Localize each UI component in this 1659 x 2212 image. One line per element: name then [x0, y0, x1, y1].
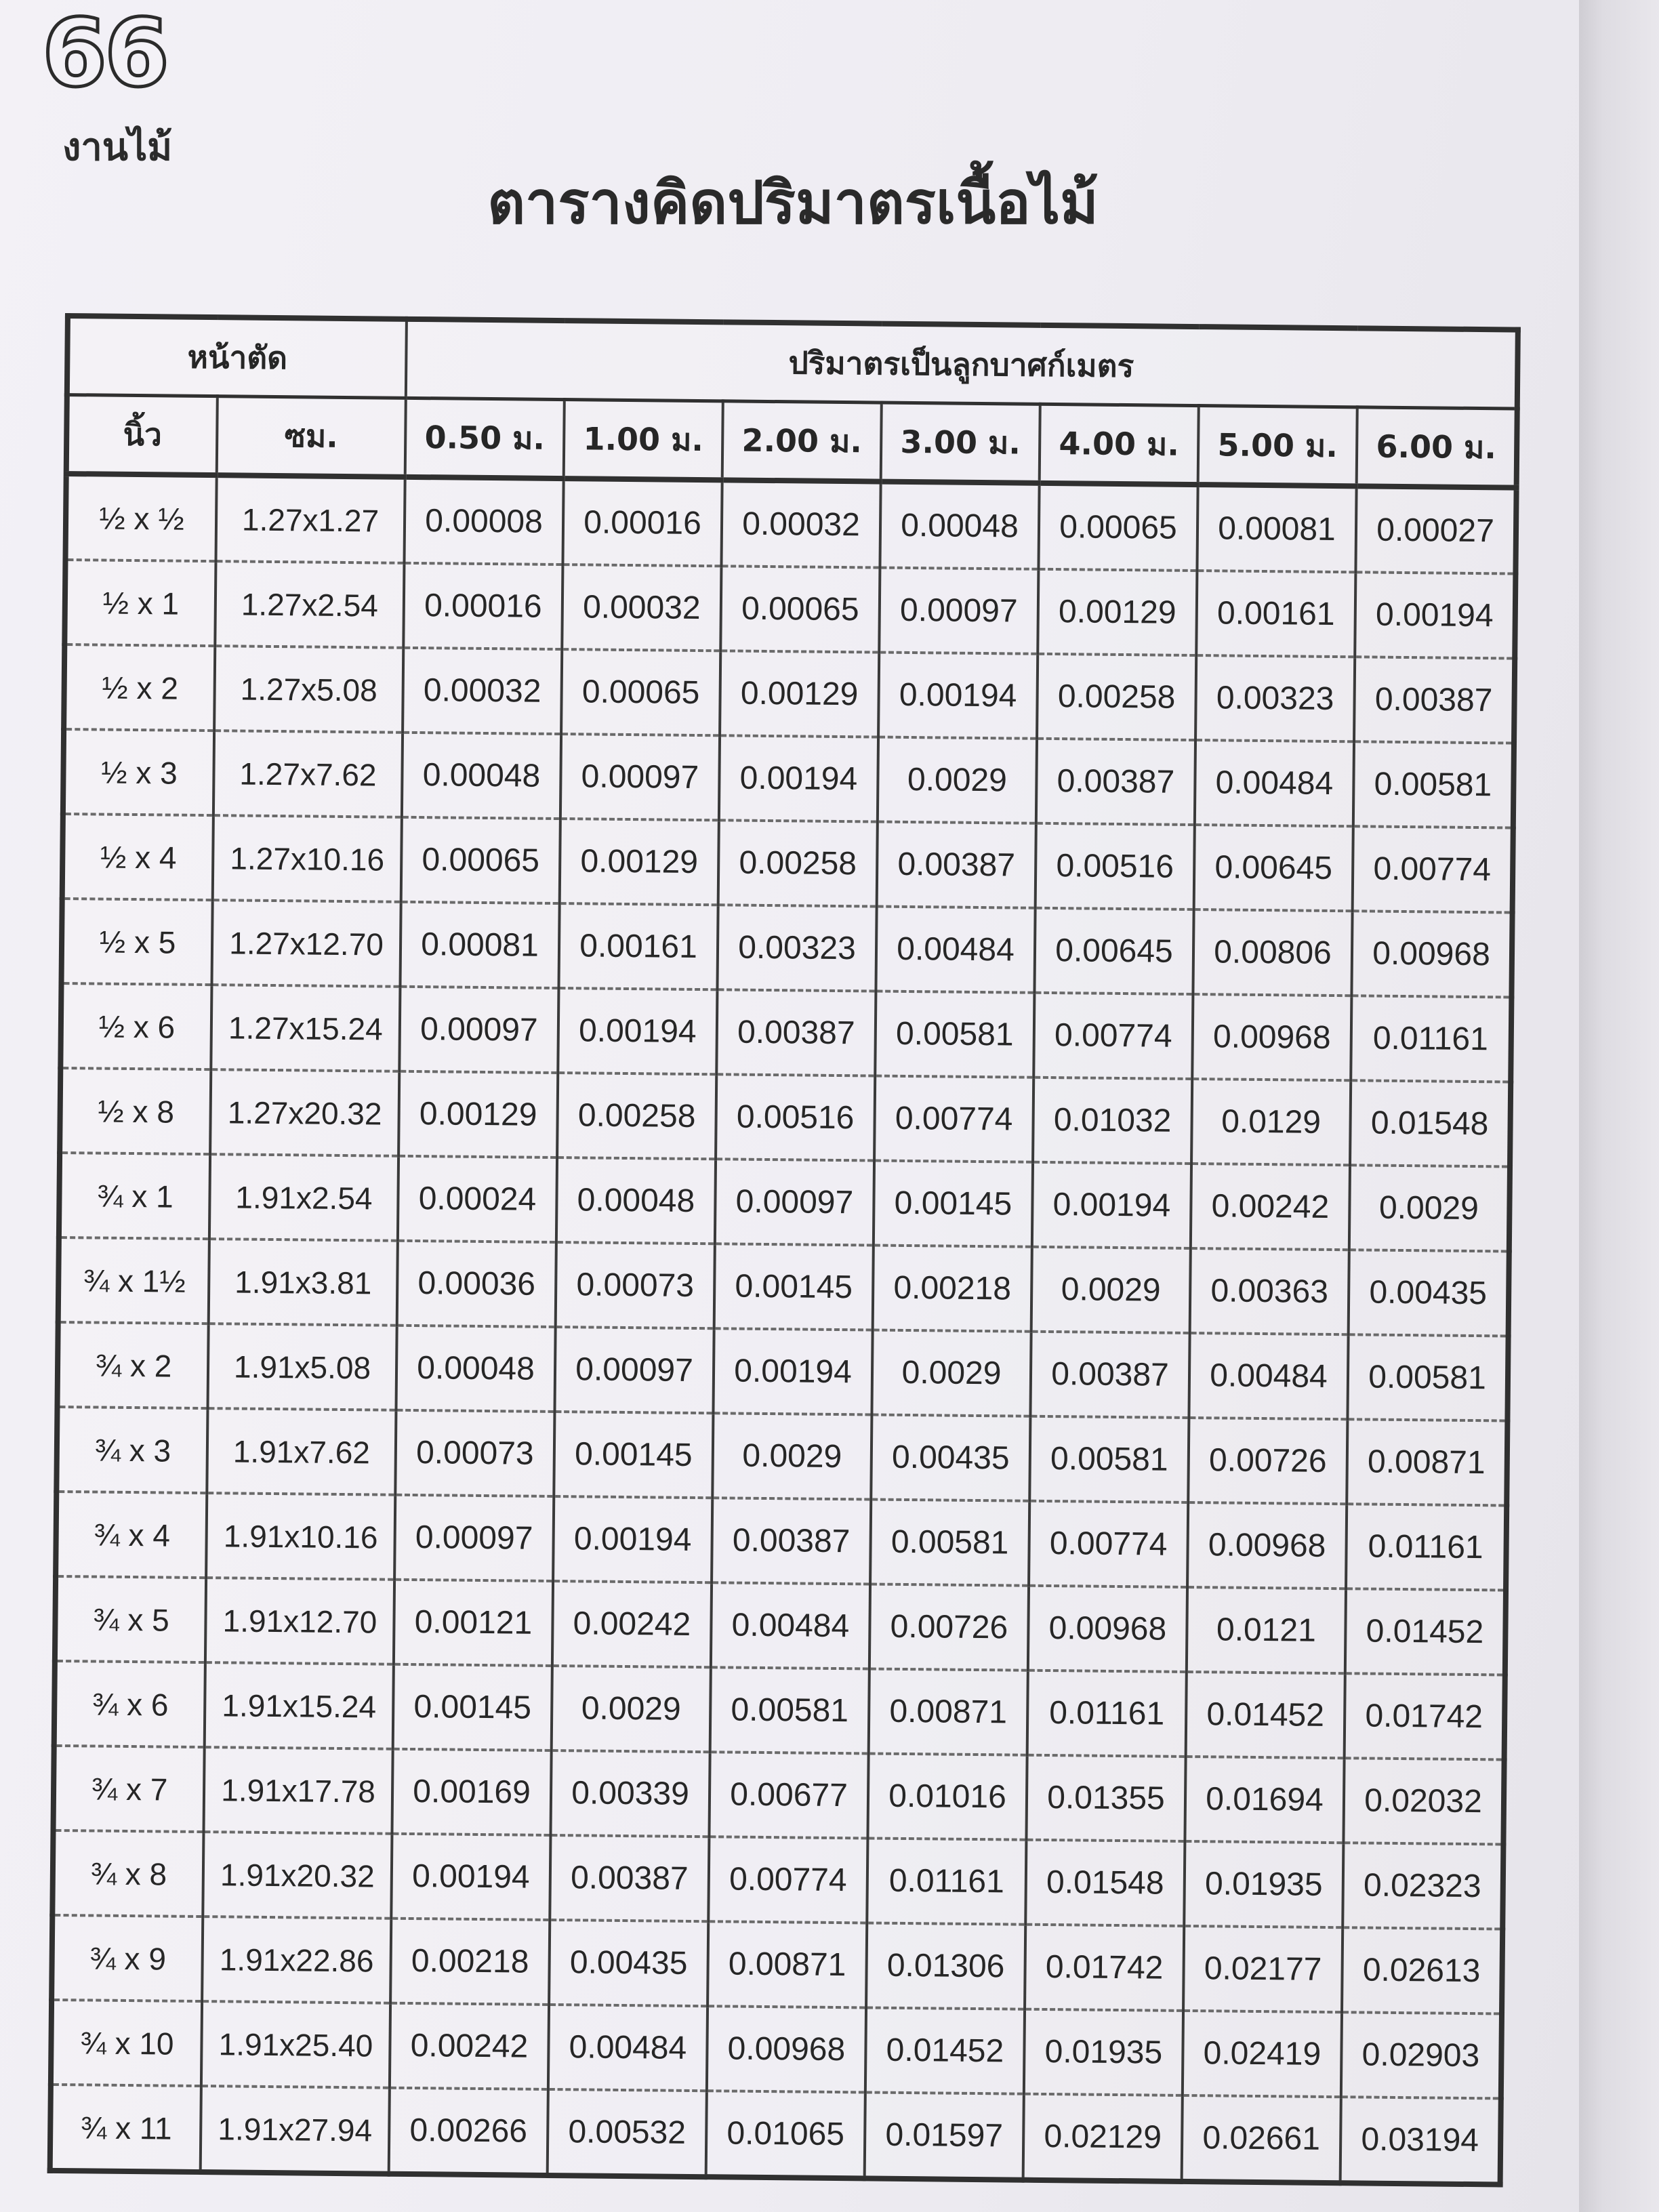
table-body — [50, 474, 1517, 2184]
cm-size-cell: 1.91x5.08 — [207, 1324, 396, 1410]
cm-size-cell: 1.27x2.54 — [215, 561, 404, 648]
volume-0-50m-cell: 0.00081 — [400, 902, 559, 988]
volume-2-00m-cell: 0.00774 — [708, 1837, 867, 1923]
volume-5-00m-cell: 0.01935 — [1184, 1841, 1343, 1927]
volume-4-00m-cell: 0.01032 — [1033, 1078, 1192, 1164]
volume-3-00m-cell: 0.01016 — [867, 1753, 1027, 1839]
volume-4-00m-cell: 0.0029 — [1031, 1247, 1191, 1333]
inch-size-cell: ½ x ½ — [66, 474, 217, 561]
inch-size-cell: ¾ x 10 — [51, 2000, 202, 2086]
table-row — [50, 2085, 1501, 2185]
volume-1-00m-cell: 0.00129 — [560, 819, 719, 905]
volume-4-00m-cell: 0.01161 — [1027, 1671, 1187, 1757]
column-header-5-00m: 5.00 ม. — [1198, 406, 1357, 487]
volume-2-00m-cell: 0.00871 — [708, 1921, 867, 2007]
table-row — [64, 560, 1515, 659]
wood-volume-table-container — [47, 313, 1515, 2187]
volume-5-00m-cell: 0.00645 — [1194, 825, 1353, 911]
volume-5-00m-cell: 0.00484 — [1189, 1333, 1348, 1419]
volume-5-00m-cell: 0.00242 — [1191, 1164, 1350, 1250]
column-header-1-00m: 1.00 ม. — [564, 400, 723, 480]
volume-6-00m-cell: 0.01548 — [1350, 1080, 1511, 1166]
volume-3-00m-cell: 0.00387 — [877, 822, 1036, 908]
table-row — [58, 1237, 1509, 1336]
table-row — [59, 1153, 1510, 1252]
volume-4-00m-cell: 0.00774 — [1029, 1501, 1188, 1587]
volume-5-00m-cell: 0.00161 — [1196, 571, 1355, 657]
volume-3-00m-cell: 0.00581 — [875, 991, 1034, 1078]
inch-size-cell: ½ x 2 — [64, 644, 215, 731]
inch-size-cell: ¾ x 8 — [52, 1830, 203, 1917]
volume-0-50m-cell: 0.00048 — [402, 733, 561, 819]
volume-2-00m-cell: 0.00581 — [710, 1667, 869, 1753]
table-row — [56, 1407, 1507, 1506]
volume-1-00m-cell: 0.00161 — [558, 903, 718, 989]
cm-size-cell: 1.91x27.94 — [201, 2086, 390, 2174]
volume-6-00m-cell: 0.01161 — [1346, 1504, 1507, 1590]
volume-2-00m-cell: 0.00145 — [714, 1244, 874, 1330]
inch-size-cell: ½ x 8 — [60, 1068, 211, 1154]
volume-5-00m-cell: 0.0121 — [1187, 1587, 1346, 1673]
volume-5-00m-cell: 0.00726 — [1188, 1418, 1347, 1504]
cm-size-cell: 1.91x15.24 — [205, 1662, 394, 1749]
volume-0-50m-cell: 0.00218 — [390, 1919, 550, 2005]
inch-size-cell: ¾ x 1½ — [58, 1237, 209, 1324]
volume-6-00m-cell: 0.00968 — [1351, 911, 1512, 997]
volume-0-50m-cell: 0.00169 — [392, 1749, 551, 1835]
inch-size-cell: ¾ x 3 — [56, 1407, 207, 1493]
table-row — [55, 1576, 1506, 1675]
volume-4-00m-cell: 0.01548 — [1025, 1840, 1185, 1926]
volume-1-00m-cell: 0.00258 — [557, 1073, 716, 1159]
volume-1-00m-cell: 0.00194 — [553, 1496, 712, 1582]
volume-1-00m-cell: 0.00016 — [562, 478, 722, 566]
volume-0-50m-cell: 0.00032 — [403, 648, 562, 734]
volume-3-00m-cell: 0.00581 — [870, 1499, 1029, 1585]
volume-0-50m-cell: 0.00266 — [389, 2088, 548, 2175]
volume-6-00m-cell: 0.01161 — [1351, 996, 1511, 1082]
inch-size-cell: ¾ x 6 — [54, 1661, 205, 1747]
table-row — [56, 1492, 1507, 1591]
cm-size-cell: 1.27x20.32 — [210, 1069, 399, 1156]
cm-size-cell: 1.27x15.24 — [211, 985, 400, 1071]
inch-size-cell: ½ x 3 — [63, 729, 214, 815]
table-row — [54, 1661, 1505, 1760]
inch-size-cell: ¾ x 2 — [58, 1322, 209, 1408]
volume-5-00m-cell: 0.01452 — [1186, 1672, 1345, 1758]
volume-6-00m-cell: 0.01452 — [1345, 1589, 1506, 1675]
volume-1-00m-cell: 0.00048 — [556, 1158, 716, 1244]
inch-size-cell: ¾ x 7 — [54, 1746, 205, 1832]
volume-4-00m-cell: 0.00258 — [1037, 654, 1196, 740]
volume-6-00m-cell: 0.00435 — [1349, 1250, 1509, 1336]
volume-5-00m-cell: 0.00968 — [1192, 994, 1351, 1080]
cm-size-cell: 1.27x7.62 — [213, 731, 403, 817]
volume-6-00m-cell: 0.00581 — [1353, 741, 1514, 827]
volume-0-50m-cell: 0.00097 — [399, 987, 558, 1073]
volume-3-00m-cell: 0.00774 — [874, 1076, 1033, 1162]
cm-size-cell: 1.91x20.32 — [203, 1832, 392, 1919]
inch-size-cell: ½ x 1 — [64, 560, 216, 646]
column-header-2-00m: 2.00 ม. — [722, 401, 882, 482]
volume-4-00m-cell: 0.01355 — [1026, 1755, 1185, 1841]
volume-3-00m-cell: 0.0029 — [872, 1330, 1031, 1416]
column-header-4-00m: 4.00 ม. — [1040, 404, 1199, 485]
table-row — [64, 644, 1515, 743]
volume-5-00m-cell: 0.0129 — [1191, 1079, 1351, 1165]
table-row — [54, 1746, 1504, 1845]
volume-3-00m-cell: 0.00435 — [871, 1415, 1030, 1501]
table-row — [60, 1068, 1511, 1167]
cm-size-cell: 1.27x5.08 — [214, 646, 403, 733]
volume-1-00m-cell: 0.00194 — [558, 988, 717, 1074]
volume-1-00m-cell: 0.00532 — [548, 2089, 707, 2177]
table-row — [60, 983, 1511, 1082]
volume-2-00m-cell: 0.00387 — [716, 989, 876, 1076]
volume-1-00m-cell: 0.00073 — [556, 1242, 715, 1328]
volume-2-00m-cell: 0.00194 — [713, 1328, 872, 1414]
volume-0-50m-cell: 0.00073 — [395, 1410, 554, 1496]
volume-4-00m-cell: 0.01935 — [1024, 2009, 1183, 2095]
volume-0-50m-cell: 0.00097 — [394, 1495, 554, 1581]
volume-3-00m-cell: 0.01452 — [865, 2007, 1025, 2093]
cm-size-cell: 1.91x22.86 — [202, 1917, 391, 2003]
page-title: ตารางคิดปริมาตรเนื้อไม้ — [487, 169, 1099, 237]
volume-6-00m-cell: 0.02323 — [1343, 1843, 1503, 1929]
volume-1-00m-cell: 0.0029 — [552, 1666, 711, 1752]
volume-6-00m-cell: 0.02613 — [1342, 1927, 1502, 2013]
cm-size-cell: 1.27x1.27 — [216, 475, 405, 563]
cm-size-cell: 1.91x10.16 — [206, 1493, 395, 1580]
volume-4-00m-cell: 0.00968 — [1028, 1586, 1187, 1672]
volume-4-00m-cell: 0.00645 — [1034, 908, 1193, 994]
column-header-3-00m: 3.00 ม. — [881, 403, 1040, 483]
column-header-6-00m: 6.00 ม. — [1357, 407, 1517, 488]
volume-6-00m-cell: 0.01742 — [1345, 1673, 1505, 1759]
inch-size-cell: ½ x 5 — [62, 899, 213, 985]
table-row — [58, 1322, 1509, 1421]
volume-6-00m-cell: 0.03194 — [1340, 2097, 1501, 2184]
volume-3-00m-cell: 0.0029 — [878, 737, 1037, 823]
volume-2-00m-cell: 0.00484 — [711, 1582, 870, 1668]
volume-3-00m-cell: 0.00097 — [879, 568, 1038, 654]
volume-2-00m-cell: 0.00677 — [709, 1752, 868, 1838]
volume-1-00m-cell: 0.00097 — [554, 1327, 714, 1413]
table-group-header-row — [67, 316, 1518, 409]
volume-2-00m-cell: 0.00194 — [719, 735, 878, 821]
volume-1-00m-cell: 0.00339 — [550, 1750, 710, 1837]
cm-size-cell: 1.91x12.70 — [205, 1578, 394, 1664]
volume-2-00m-cell: 0.0029 — [712, 1413, 872, 1499]
volume-5-00m-cell: 0.01694 — [1185, 1757, 1344, 1843]
volume-1-00m-cell: 0.00387 — [550, 1835, 709, 1921]
table-column-header-row — [66, 395, 1517, 488]
volume-4-00m-cell: 0.00581 — [1029, 1416, 1189, 1502]
volume-4-00m-cell: 0.00516 — [1036, 823, 1195, 909]
volume-0-50m-cell: 0.00036 — [397, 1241, 556, 1327]
volume-4-00m-cell: 0.00129 — [1038, 569, 1197, 655]
volume-2-00m-cell: 0.00258 — [718, 820, 878, 906]
column-header-0-50m: 0.50 ม. — [405, 398, 565, 478]
volume-5-00m-cell: 0.02177 — [1183, 1926, 1343, 2012]
volume-3-00m-cell: 0.01306 — [866, 1923, 1025, 2009]
volume-4-00m-cell: 0.00387 — [1036, 739, 1195, 825]
volume-0-50m-cell: 0.00048 — [396, 1326, 555, 1412]
cm-size-cell: 1.27x10.16 — [213, 815, 402, 902]
volume-3-00m-cell: 0.00218 — [873, 1246, 1032, 1332]
volume-4-00m-cell: 0.00387 — [1030, 1332, 1189, 1418]
volume-1-00m-cell: 0.00065 — [561, 649, 720, 735]
inch-size-cell: ½ x 4 — [62, 814, 213, 900]
volume-1-00m-cell: 0.00145 — [554, 1412, 713, 1498]
cm-size-cell: 1.91x3.81 — [209, 1239, 398, 1326]
volume-4-00m-cell: 0.00065 — [1038, 483, 1197, 571]
volume-6-00m-cell: 0.0029 — [1349, 1165, 1510, 1251]
cm-size-cell: 1.91x2.54 — [209, 1154, 398, 1241]
volume-4-00m-cell: 0.00774 — [1033, 993, 1193, 1079]
volume-4-00m-cell: 0.01742 — [1025, 1925, 1184, 2011]
volume-5-00m-cell: 0.00806 — [1193, 909, 1352, 996]
table-row — [51, 2000, 1502, 2099]
volume-6-00m-cell: 0.00871 — [1347, 1419, 1507, 1505]
inch-size-cell: ½ x 6 — [60, 983, 211, 1069]
volume-2-00m-cell: 0.00323 — [717, 905, 876, 991]
volume-0-50m-cell: 0.00008 — [404, 477, 563, 565]
volume-1-00m-cell: 0.00032 — [562, 565, 721, 651]
inch-size-cell: ¾ x 11 — [50, 2085, 201, 2172]
volume-5-00m-cell: 0.00363 — [1190, 1248, 1349, 1334]
volume-2-00m-cell: 0.00387 — [712, 1498, 871, 1584]
page-edge-shadow — [1579, 0, 1659, 2212]
volume-2-00m-cell: 0.00032 — [721, 480, 880, 567]
volume-6-00m-cell: 0.02032 — [1343, 1758, 1504, 1844]
volume-6-00m-cell: 0.00027 — [1355, 486, 1516, 573]
volume-2-00m-cell: 0.00129 — [720, 651, 879, 737]
wood-volume-table — [47, 313, 1521, 2187]
volume-3-00m-cell: 0.00871 — [869, 1668, 1028, 1755]
cm-size-cell: 1.91x17.78 — [203, 1747, 392, 1834]
volume-6-00m-cell: 0.00581 — [1347, 1334, 1508, 1420]
volume-6-00m-cell: 0.00194 — [1355, 572, 1515, 658]
volume-6-00m-cell: 0.00387 — [1354, 657, 1515, 743]
inch-size-cell: ¾ x 1 — [59, 1153, 210, 1239]
volume-3-00m-cell: 0.01597 — [865, 2092, 1024, 2179]
table-row — [62, 899, 1513, 998]
volume-0-50m-cell: 0.00016 — [403, 563, 562, 649]
volume-5-00m-cell: 0.00968 — [1187, 1502, 1347, 1589]
volume-2-00m-cell: 0.00097 — [715, 1159, 874, 1245]
volume-3-00m-cell: 0.00484 — [876, 907, 1035, 993]
volume-5-00m-cell: 0.02419 — [1183, 2011, 1342, 2097]
volume-5-00m-cell: 0.02661 — [1182, 2095, 1341, 2183]
volume-3-00m-cell: 0.01161 — [867, 1838, 1026, 1924]
volume-3-00m-cell: 0.00194 — [878, 653, 1038, 739]
volume-0-50m-cell: 0.00242 — [390, 2003, 549, 2089]
volume-1-00m-cell: 0.00097 — [560, 734, 720, 820]
volume-1-00m-cell: 0.00484 — [548, 2005, 708, 2091]
volume-6-00m-cell: 0.02903 — [1341, 2012, 1502, 2098]
volume-2-00m-cell: 0.00516 — [716, 1074, 875, 1160]
table-row — [63, 729, 1514, 828]
volume-3-00m-cell: 0.00726 — [869, 1584, 1029, 1670]
table-row — [66, 474, 1517, 574]
page-number: 66 — [42, 0, 167, 108]
volume-5-00m-cell: 0.00081 — [1197, 485, 1356, 572]
volume-0-50m-cell: 0.00065 — [401, 817, 560, 903]
inch-size-cell: ¾ x 4 — [56, 1492, 207, 1578]
inch-size-cell: ¾ x 5 — [55, 1576, 206, 1662]
table-row — [62, 814, 1513, 913]
column-header-cm: ซม. — [217, 396, 406, 477]
volume-0-50m-cell: 0.00121 — [394, 1580, 553, 1666]
inch-size-cell: ¾ x 9 — [52, 1915, 203, 2001]
volume-2-00m-cell: 0.01065 — [706, 2091, 865, 2178]
section-label: งานไม้ — [62, 125, 173, 169]
volume-3-00m-cell: 0.00048 — [880, 482, 1039, 569]
cm-size-cell: 1.91x25.40 — [201, 2001, 390, 2088]
volume-4-00m-cell: 0.00194 — [1032, 1162, 1191, 1248]
cross-section-header: หน้าตัด — [67, 316, 407, 398]
volume-0-50m-cell: 0.00129 — [398, 1071, 558, 1158]
volume-5-00m-cell: 0.00323 — [1195, 655, 1355, 741]
table-row — [52, 1830, 1503, 1929]
volume-5-00m-cell: 0.00484 — [1195, 740, 1354, 826]
volume-0-50m-cell: 0.00145 — [393, 1664, 552, 1750]
cm-size-cell: 1.27x12.70 — [211, 900, 401, 987]
volume-header: ปริมาตรเป็นลูกบาศก์เมตร — [406, 319, 1518, 409]
column-header-inch: นิ้ว — [66, 395, 218, 476]
volume-2-00m-cell: 0.00065 — [720, 566, 880, 652]
volume-1-00m-cell: 0.00242 — [552, 1581, 712, 1667]
volume-3-00m-cell: 0.00145 — [874, 1161, 1033, 1247]
volume-0-50m-cell: 0.00024 — [398, 1156, 557, 1242]
cm-size-cell: 1.91x7.62 — [207, 1408, 396, 1495]
volume-6-00m-cell: 0.00774 — [1353, 826, 1513, 912]
volume-4-00m-cell: 0.02129 — [1023, 2094, 1183, 2182]
table-row — [52, 1915, 1502, 2014]
volume-1-00m-cell: 0.00435 — [549, 1920, 708, 2006]
volume-2-00m-cell: 0.00968 — [707, 2006, 866, 2092]
volume-0-50m-cell: 0.00194 — [391, 1834, 550, 1920]
